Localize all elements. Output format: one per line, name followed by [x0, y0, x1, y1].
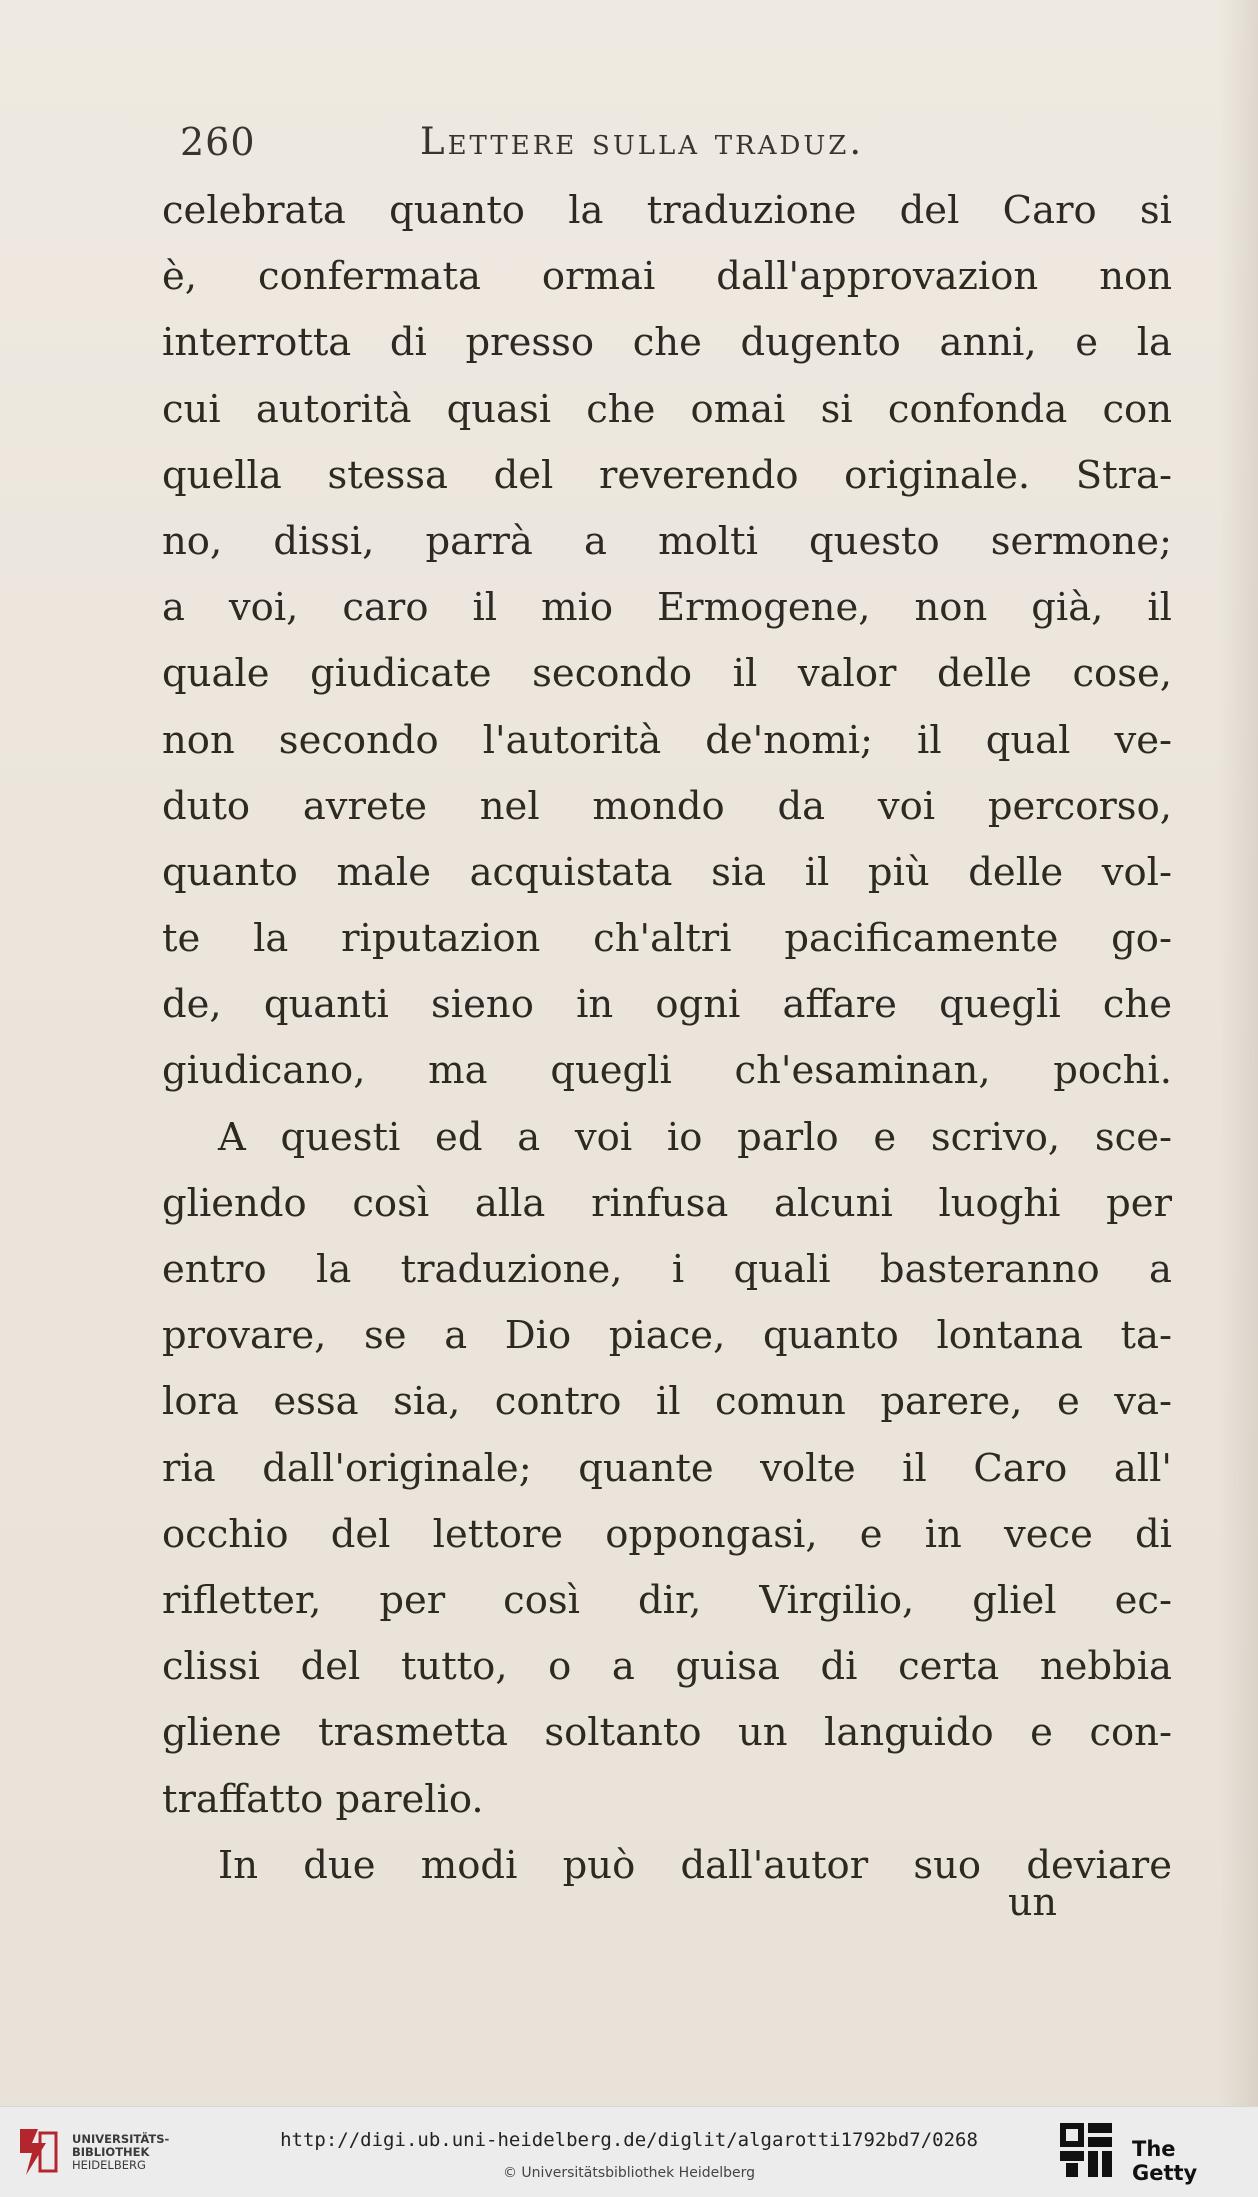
text-line: ria dall'originale; quante volte il Caro all'	[162, 1445, 1172, 1491]
text-line: quanto male acquistata sia il più delle vol-	[162, 849, 1172, 895]
getty-logo-name: The Getty	[1132, 2137, 1198, 2185]
page-edge-shadow	[1218, 0, 1258, 2106]
text-line: clissi del tutto, o a guisa di certa nebbia	[162, 1644, 1172, 1690]
text-line: gliene trasmetta soltanto un languido e con-	[162, 1710, 1172, 1756]
getty-logo-icon	[1058, 2121, 1114, 2179]
permalink-url[interactable]: http://digi.ub.uni-heidelberg.de/diglit/algarotti1792bd7/0268	[280, 2129, 978, 2151]
text-line: a voi, caro il mio Ermogene, non già, il	[162, 585, 1172, 631]
text-line: quella stessa del reverendo originale. Stra-	[162, 452, 1172, 498]
text-line: no, dissi, parrà a molti questo sermone;	[162, 518, 1172, 564]
text-line: In due modi può dall'autor suo deviare	[218, 1842, 1172, 1888]
text-line: interrotta di presso che dugento anni, e la	[162, 320, 1172, 366]
page-number: 260	[180, 120, 256, 164]
text-line: traffatto parelio.	[162, 1776, 484, 1822]
text-line: de, quanti sieno in ogni affare quegli che	[162, 982, 1172, 1028]
copyright-notice: © Universitätsbibliothek Heidelberg	[502, 2165, 755, 2181]
text-line: te la riputazion ch'altri pacificamente go-	[162, 916, 1172, 962]
library-logo-line: UNIVERSITÄTS-	[72, 2132, 170, 2146]
text-line: lora essa sia, contro il comun parere, e va-	[162, 1379, 1172, 1425]
text-line: cui autorità quasi che omai si confonda con	[162, 386, 1172, 432]
footer-bar	[0, 2106, 1258, 2197]
library-logo-line: HEIDELBERG	[72, 2158, 146, 2172]
text-line: giudicano, ma quegli ch'esaminan, pochi.	[162, 1048, 1172, 1094]
text-line: celebrata quanto la traduzione del Caro si	[162, 188, 1172, 233]
body-text	[162, 178, 1172, 1899]
running-title: Lettere sulla traduz.	[420, 120, 865, 163]
text-line: duto avrete nel mondo da voi percorso,	[162, 783, 1172, 829]
text-line: provare, se a Dio piace, quanto lontana ta-	[162, 1313, 1172, 1359]
text-line: rifletter, per così dir, Virgilio, gliel ec-	[162, 1577, 1172, 1623]
text-line: entro la traduzione, i quali basteranno a	[162, 1247, 1172, 1292]
page-header	[180, 120, 940, 180]
text-line: gliendo così alla rinfusa alcuni luoghi per	[162, 1180, 1172, 1226]
text-line: è, confermata ormai dall'approvazion non	[162, 254, 1172, 300]
text-line: quale giudicate secondo il valor delle cose,	[162, 651, 1172, 697]
text-line: occhio del lettore oppongasi, e in vece di	[162, 1511, 1172, 1557]
catchword: un	[1008, 1880, 1057, 1924]
text-line: A questi ed a voi io parlo e scrivo, sce-	[218, 1114, 1172, 1160]
library-logo-line: BIBLIOTHEK	[72, 2145, 150, 2159]
text-line: non secondo l'autorità de'nomi; il qual ve-	[162, 717, 1172, 763]
getty-logo[interactable]	[1058, 2121, 1248, 2183]
